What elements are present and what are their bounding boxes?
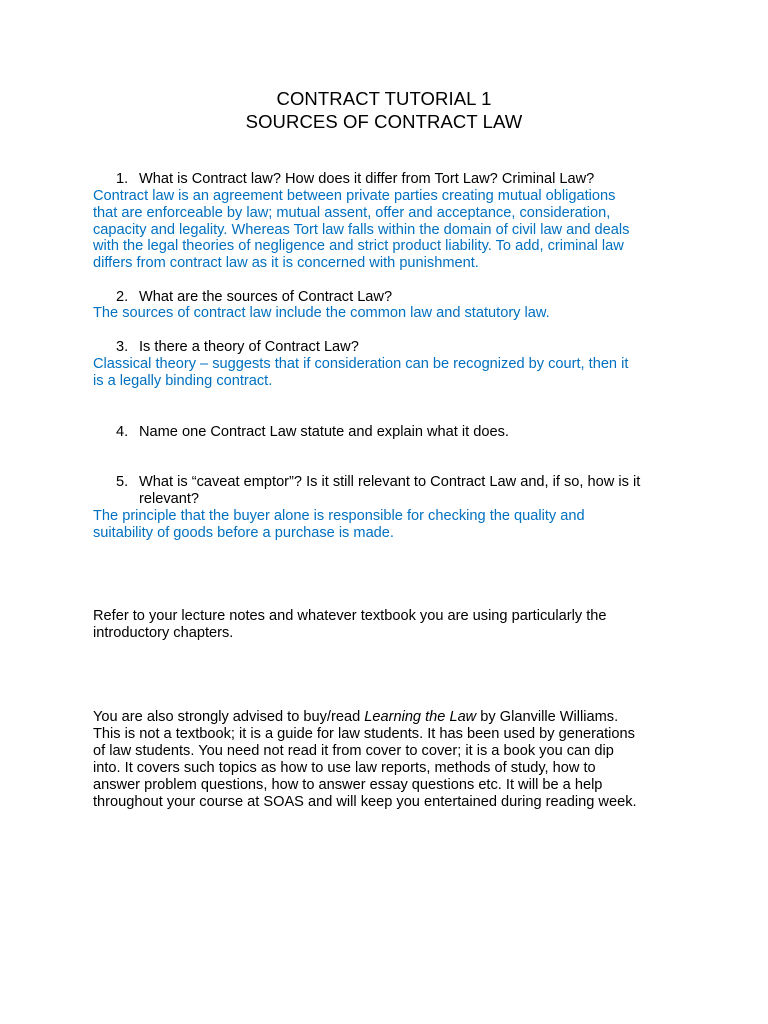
answer-3 — [93, 356, 683, 390]
answer-line: with the legal theories of negligence and strict product liability. To add, criminal law — [93, 238, 624, 255]
question-4 — [116, 424, 696, 441]
answer-line: Classical theory – suggests that if consideration can be recognized by court, then it — [93, 356, 629, 372]
page-title: CONTRACT TUTORIAL 1 — [276, 88, 492, 109]
answer-line: that are enforceable by law; mutual assent, offer and acceptance, consideration, — [93, 204, 611, 221]
question-text: Name one Contract Law statute and explain what it does. — [139, 424, 509, 440]
question-number: 1. — [116, 171, 129, 187]
question-text-line: relevant? — [139, 491, 200, 507]
paragraph-line: introductory chapters. — [93, 624, 234, 641]
question-1 — [116, 171, 696, 188]
answer-line: capacity and legality. Whereas Tort law falls within the domain of civil law and deals — [93, 221, 630, 238]
answer-line: Contract law is an agreement between private parties creating mutual obligations — [93, 188, 616, 204]
paragraph-line: of law students. You need not read it from cover to cover; it is a book you can dip — [93, 742, 614, 759]
answer-line: is a legally binding contract. — [93, 372, 273, 389]
refer-paragraph — [93, 608, 693, 642]
question-text: What are the sources of Contract Law? — [139, 289, 393, 305]
answer-5 — [93, 508, 683, 542]
paragraph-line: into. It covers such topics as how to use law reports, methods of study, how to — [93, 759, 596, 776]
question-number: 4. — [116, 424, 129, 440]
question-text: What is Contract law? How does it differ from Tort Law? Criminal Law? — [139, 171, 595, 187]
question-number: 2. — [116, 289, 129, 305]
question-text-line: What is “caveat emptor”? Is it still relevant to Contract Law and, if so, how is it — [139, 474, 641, 490]
paragraph-line: answer problem questions, how to answer essay questions etc. It will be a help — [93, 776, 603, 793]
answer-line: differs from contract law as it is concerned with punishment. — [93, 255, 479, 272]
paragraph-line: throughout your course at SOAS and will keep you entertained during reading week. — [93, 793, 637, 810]
question-number: 5. — [116, 474, 129, 490]
book-title: Learning the Law — [364, 709, 477, 725]
question-number: 3. — [116, 339, 129, 355]
question-5 — [116, 474, 696, 508]
paragraph-line: Refer to your lecture notes and whatever textbook you are using particularly the — [93, 608, 607, 624]
answer-line: The principle that the buyer alone is responsible for checking the quality and — [93, 508, 585, 524]
question-text — [139, 474, 679, 508]
question-3 — [116, 339, 696, 356]
page-subtitle: SOURCES OF CONTRACT LAW — [245, 111, 523, 132]
advice-paragraph — [93, 709, 693, 810]
answer-line: suitability of goods before a purchase is made. — [93, 524, 394, 541]
advice-intro-text: You are also strongly advised to buy/read — [93, 709, 365, 725]
question-text: Is there a theory of Contract Law? — [139, 339, 359, 355]
advice-author-text: by Glanville Williams. — [476, 709, 619, 725]
paragraph-line — [93, 709, 693, 726]
answer-line: The sources of contract law include the common law and statutory law. — [93, 305, 550, 321]
question-2 — [116, 289, 696, 306]
paragraph-line: This is not a textbook; it is a guide for law students. It has been used by generations — [93, 725, 635, 742]
answer-2 — [93, 305, 683, 322]
answer-1 — [93, 188, 683, 272]
